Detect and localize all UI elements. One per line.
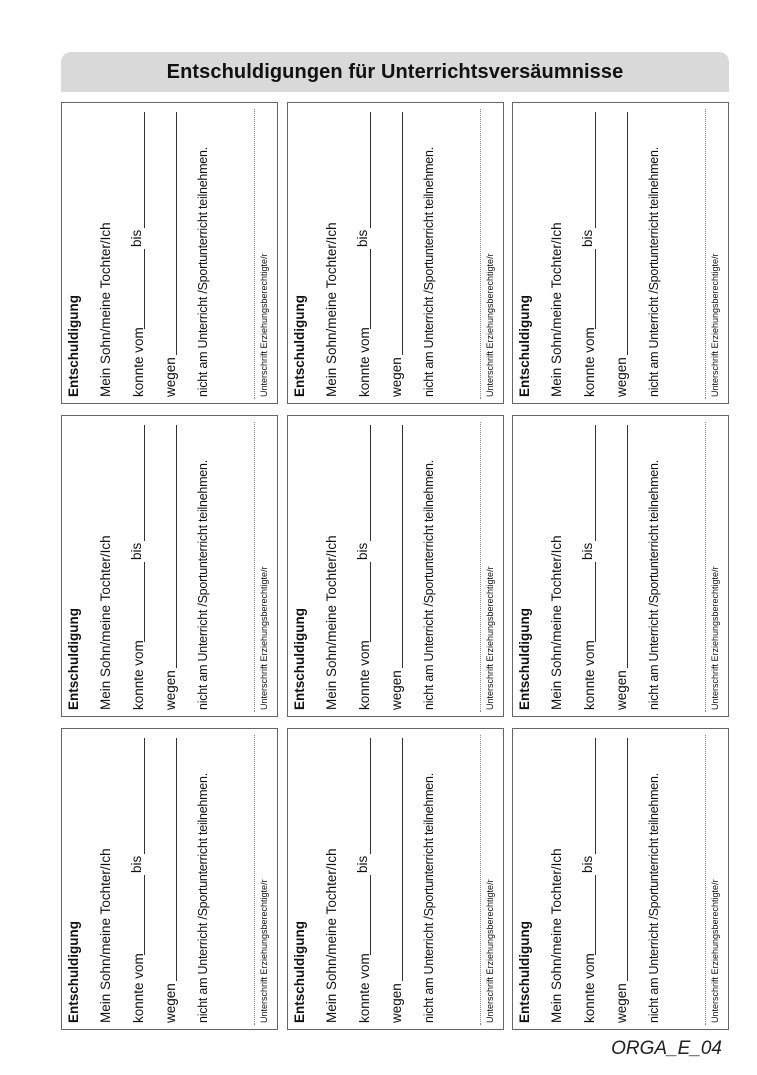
slip-who-text: Mein Sohn/meine Tochter/Ich	[98, 535, 113, 710]
excuse-slip	[287, 102, 504, 404]
excuse-slip-content	[62, 729, 278, 1030]
signature-label: Unterschrift Erziehungsberechtigte/r	[484, 879, 495, 1023]
slip-who-text: Mein Sohn/meine Tochter/Ich	[98, 222, 113, 397]
excuse-slip-content	[513, 416, 729, 717]
excuse-slip-content	[513, 729, 729, 1030]
signature-line[interactable]	[480, 109, 481, 399]
signature-line[interactable]	[705, 109, 706, 399]
slip-from-label: konnte vom	[356, 953, 372, 1023]
reason-field[interactable]	[402, 738, 403, 981]
slip-from-label: konnte vom	[131, 953, 146, 1023]
reason-field[interactable]	[402, 112, 403, 355]
slip-from-label: konnte vom	[582, 953, 597, 1023]
slip-note: nicht am Unterricht /Sportunterricht teilnehmen.	[647, 147, 661, 397]
excuse-slip	[287, 728, 504, 1030]
slip-from-label: konnte vom	[131, 327, 146, 397]
from-date-field[interactable]	[144, 875, 145, 955]
signature-line[interactable]	[480, 422, 481, 712]
signature-line[interactable]	[705, 422, 706, 712]
slip-reason-label: wegen	[614, 357, 629, 397]
slip-title: Entschuldigung	[517, 608, 532, 710]
slip-note: nicht am Unterricht /Sportunterricht teilnehmen.	[196, 773, 210, 1023]
excuse-slip-grid	[61, 102, 729, 1030]
slip-from-label: konnte vom	[131, 640, 146, 710]
slip-note: nicht am Unterricht /Sportunterricht teilnehmen.	[421, 147, 436, 397]
excuse-slip-content	[288, 729, 504, 1030]
signature-label: Unterschrift Erziehungsberechtigte/r	[259, 253, 269, 397]
from-date-field[interactable]	[370, 875, 371, 955]
page-title: Entschuldigungen für Unterrichtsversäumnisse	[166, 60, 624, 83]
slip-note: nicht am Unterricht /Sportunterricht teilnehmen.	[647, 460, 661, 710]
signature-label: Unterschrift Erziehungsberechtigte/r	[710, 566, 720, 710]
signature-label: Unterschrift Erziehungsberechtigte/r	[259, 879, 269, 1023]
slip-from-label: konnte vom	[582, 640, 597, 710]
excuse-slip	[512, 728, 729, 1030]
reason-field[interactable]	[627, 425, 628, 668]
slip-title: Entschuldigung	[291, 921, 307, 1023]
slip-who-text: Mein Sohn/meine Tochter/Ich	[549, 222, 564, 397]
excuse-slip	[512, 415, 729, 717]
slip-to-label: bis	[129, 542, 144, 560]
page-header	[61, 52, 729, 92]
slip-note: nicht am Unterricht /Sportunterricht teilnehmen.	[421, 460, 436, 710]
from-date-field[interactable]	[595, 562, 596, 642]
slip-who-text: Mein Sohn/meine Tochter/Ich	[549, 848, 564, 1023]
from-date-field[interactable]	[370, 249, 371, 329]
slip-reason-label: wegen	[163, 357, 178, 397]
slip-reason-label: wegen	[388, 357, 404, 397]
slip-title: Entschuldigung	[291, 608, 307, 710]
signature-line[interactable]	[254, 735, 255, 1025]
to-date-field[interactable]	[595, 738, 596, 854]
to-date-field[interactable]	[595, 112, 596, 228]
slip-who-text: Mein Sohn/meine Tochter/Ich	[98, 848, 113, 1023]
slip-title: Entschuldigung	[517, 921, 532, 1023]
excuse-slip	[61, 415, 278, 717]
slip-from-label: konnte vom	[582, 327, 597, 397]
slip-title: Entschuldigung	[66, 921, 81, 1023]
slip-reason-label: wegen	[388, 670, 404, 710]
slip-who-text: Mein Sohn/meine Tochter/Ich	[323, 222, 339, 397]
document-code: ORGA_E_04	[611, 1038, 722, 1059]
from-date-field[interactable]	[595, 875, 596, 955]
slip-reason-label: wegen	[614, 670, 629, 710]
from-date-field[interactable]	[144, 249, 145, 329]
slip-to-label: bis	[580, 229, 595, 247]
slip-to-label: bis	[354, 855, 370, 873]
slip-from-label: konnte vom	[356, 640, 372, 710]
slip-note: nicht am Unterricht /Sportunterricht teilnehmen.	[647, 773, 661, 1023]
signature-label: Unterschrift Erziehungsberechtigte/r	[710, 879, 720, 1023]
reason-field[interactable]	[176, 738, 177, 981]
reason-field[interactable]	[176, 425, 177, 668]
slip-to-label: bis	[129, 855, 144, 873]
excuse-slip-content	[513, 103, 729, 404]
signature-label: Unterschrift Erziehungsberechtigte/r	[710, 253, 720, 397]
signature-label: Unterschrift Erziehungsberechtigte/r	[484, 566, 495, 710]
to-date-field[interactable]	[370, 738, 371, 854]
to-date-field[interactable]	[144, 425, 145, 541]
slip-to-label: bis	[129, 229, 144, 247]
signature-line[interactable]	[480, 735, 481, 1025]
to-date-field[interactable]	[370, 112, 371, 228]
slip-who-text: Mein Sohn/meine Tochter/Ich	[549, 535, 564, 710]
slip-to-label: bis	[354, 542, 370, 560]
slip-title: Entschuldigung	[291, 295, 307, 397]
to-date-field[interactable]	[144, 112, 145, 228]
excuse-slip-content	[62, 103, 278, 404]
reason-field[interactable]	[627, 738, 628, 981]
excuse-slip	[287, 415, 504, 717]
slip-from-label: konnte vom	[356, 327, 372, 397]
slip-who-text: Mein Sohn/meine Tochter/Ich	[323, 535, 339, 710]
signature-label: Unterschrift Erziehungsberechtigte/r	[259, 566, 269, 710]
excuse-slip	[61, 728, 278, 1030]
slip-note: nicht am Unterricht /Sportunterricht teilnehmen.	[196, 147, 210, 397]
slip-to-label: bis	[354, 229, 370, 247]
excuse-slip-content	[288, 416, 504, 717]
slip-reason-label: wegen	[163, 670, 178, 710]
reason-field[interactable]	[176, 112, 177, 355]
slip-to-label: bis	[580, 542, 595, 560]
slip-reason-label: wegen	[614, 983, 629, 1023]
slip-note: nicht am Unterricht /Sportunterricht teilnehmen.	[196, 460, 210, 710]
to-date-field[interactable]	[144, 738, 145, 854]
to-date-field[interactable]	[370, 425, 371, 541]
slip-title: Entschuldigung	[517, 295, 532, 397]
reason-field[interactable]	[402, 425, 403, 668]
excuse-slip	[61, 102, 278, 404]
signature-line[interactable]	[254, 422, 255, 712]
to-date-field[interactable]	[595, 425, 596, 541]
slip-reason-label: wegen	[388, 983, 404, 1023]
from-date-field[interactable]	[370, 562, 371, 642]
slip-to-label: bis	[580, 855, 595, 873]
signature-line[interactable]	[705, 735, 706, 1025]
slip-reason-label: wegen	[163, 983, 178, 1023]
from-date-field[interactable]	[144, 562, 145, 642]
reason-field[interactable]	[627, 112, 628, 355]
slip-who-text: Mein Sohn/meine Tochter/Ich	[323, 848, 339, 1023]
signature-line[interactable]	[254, 109, 255, 399]
from-date-field[interactable]	[595, 249, 596, 329]
slip-title: Entschuldigung	[66, 608, 81, 710]
excuse-slip-content	[288, 103, 504, 404]
slip-title: Entschuldigung	[66, 295, 81, 397]
slip-note: nicht am Unterricht /Sportunterricht teilnehmen.	[421, 773, 436, 1023]
excuse-slip	[512, 102, 729, 404]
excuse-slip-content	[62, 416, 278, 717]
signature-label: Unterschrift Erziehungsberechtigte/r	[484, 253, 495, 397]
